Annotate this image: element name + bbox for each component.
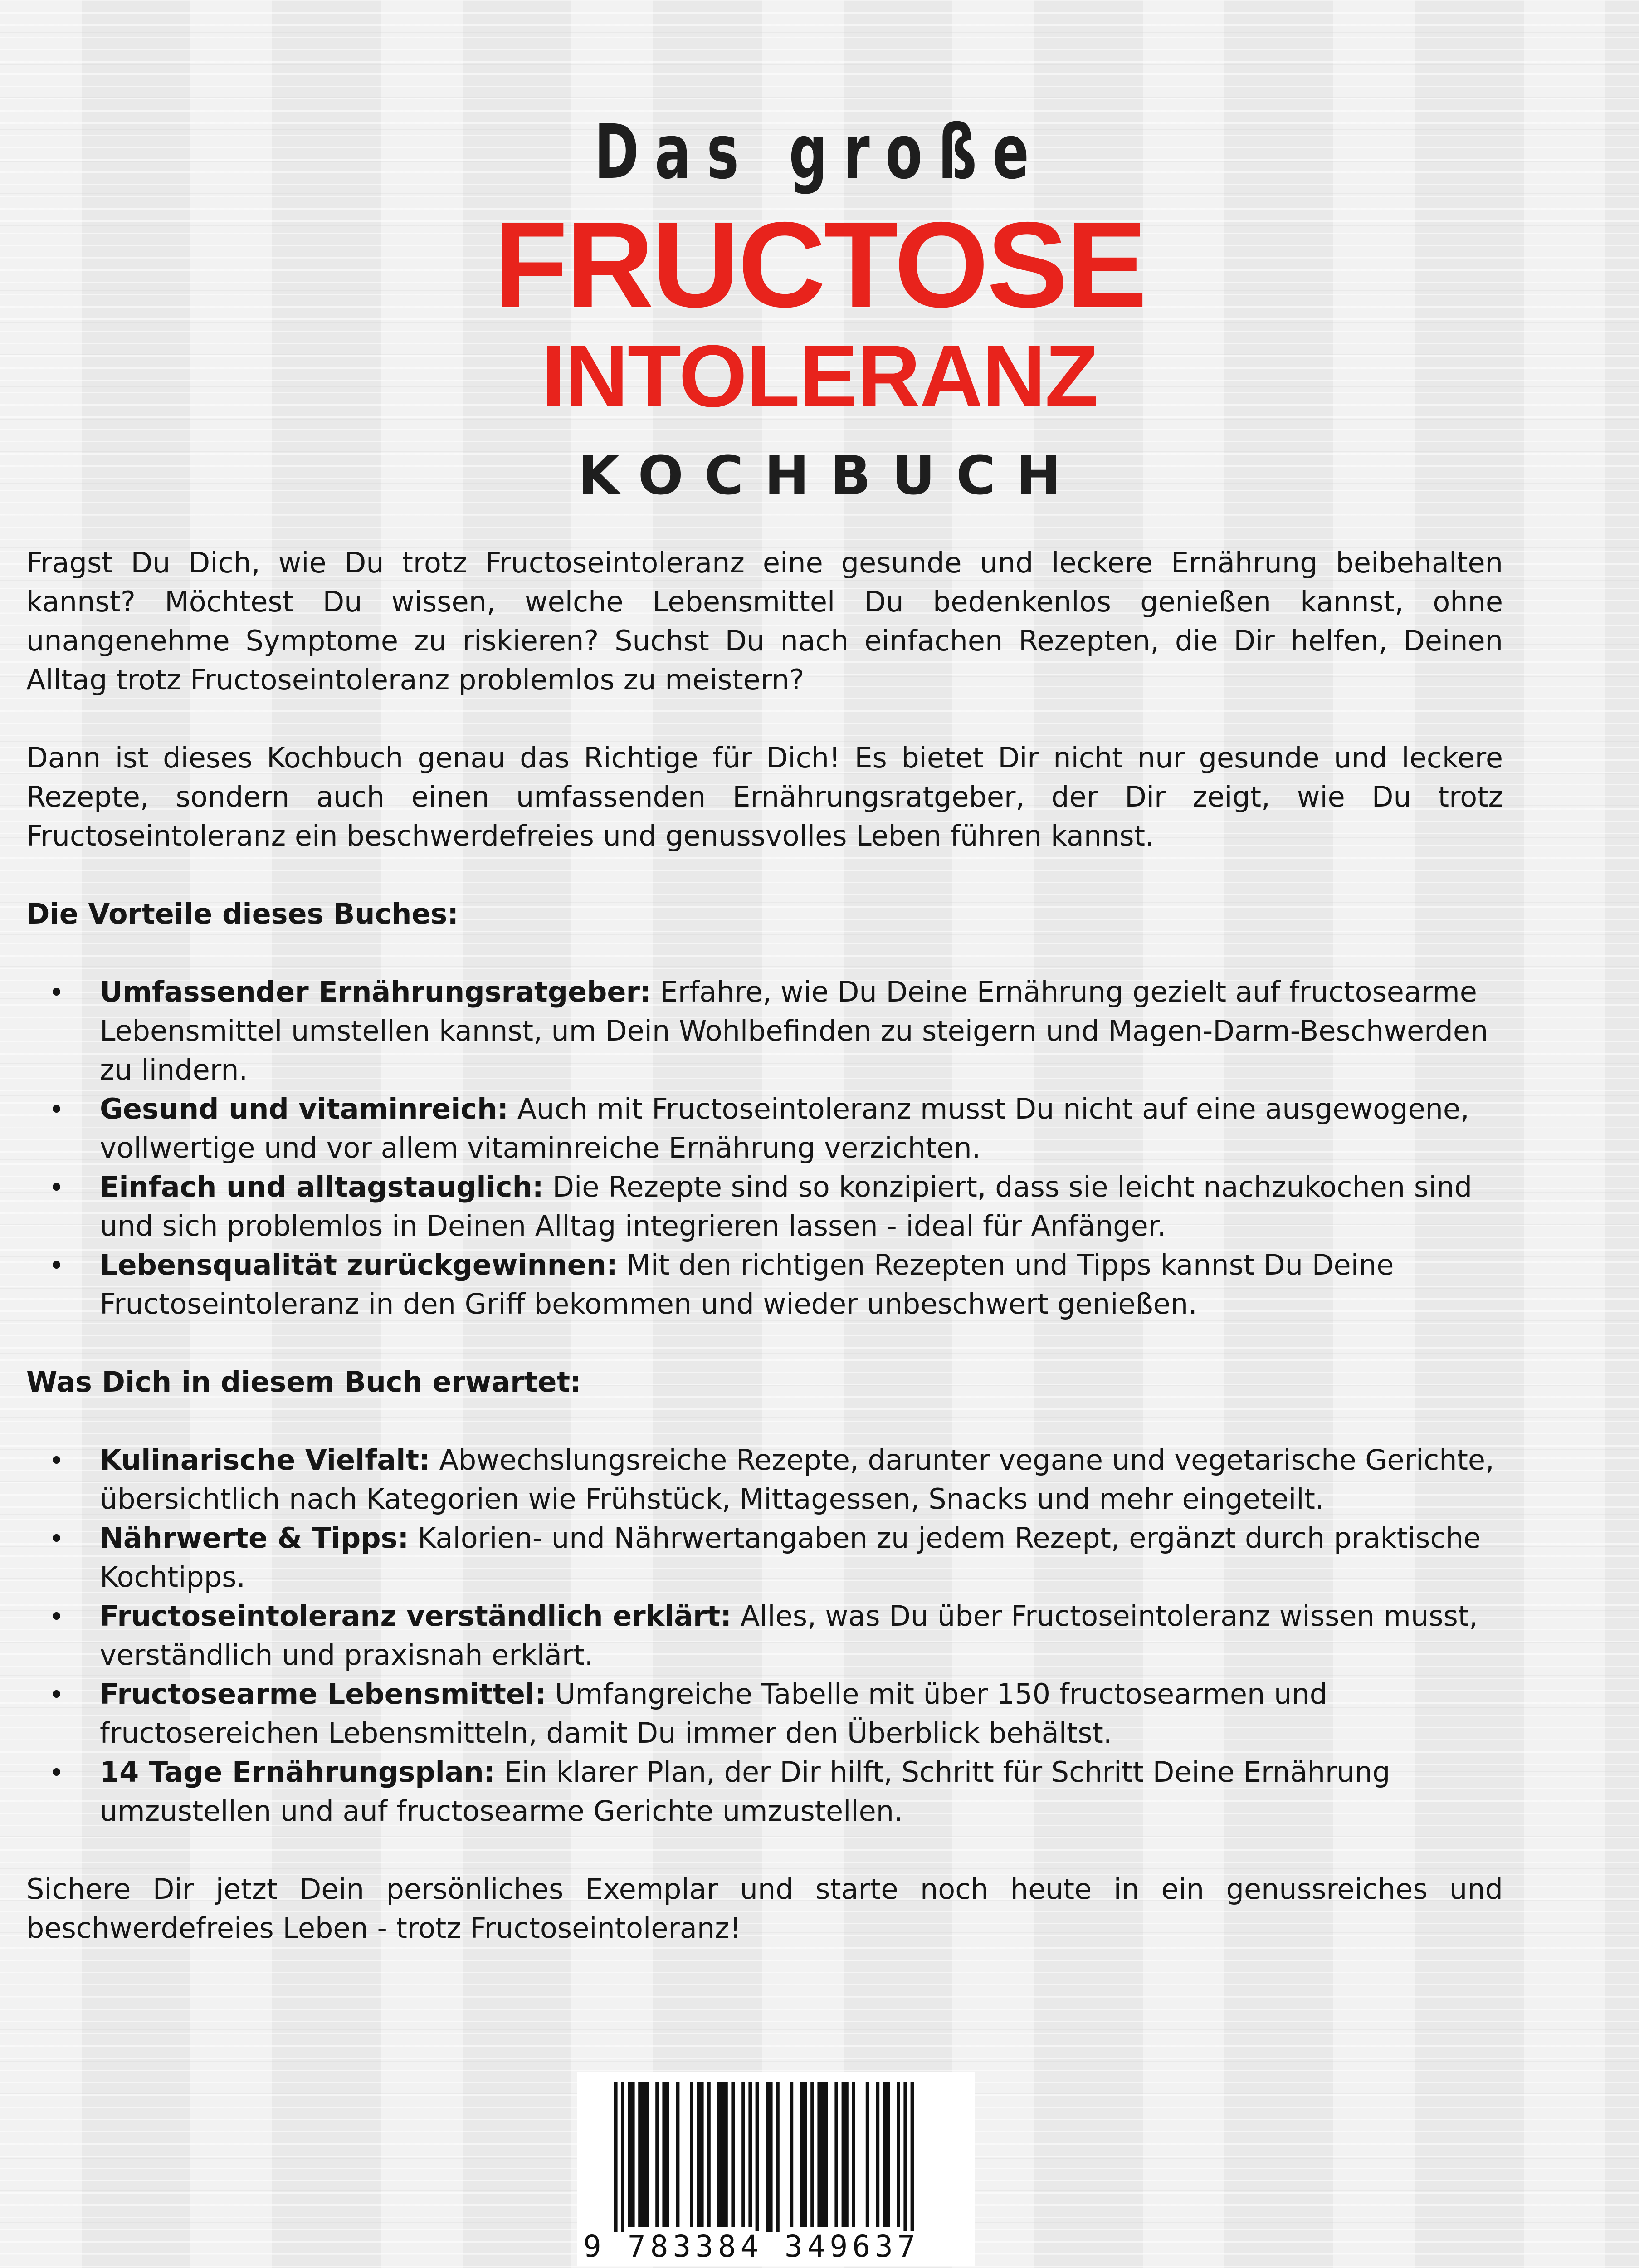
barcode-bar <box>756 2082 759 2232</box>
list-item <box>26 973 1503 1090</box>
barcode-bar <box>810 2082 814 2227</box>
closing-paragraph: Sichere Dir jetzt Dein persönliches Exemplar und starte noch heute in ein genussreiches und beschwerdefreies Leben - trotz Fructoseintoleranz! <box>26 1872 1503 1945</box>
title-line-intoleranz: INTOLERANZ <box>541 327 1098 425</box>
list-item <box>26 1246 1503 1324</box>
barcode-bar <box>866 2082 869 2227</box>
barcode-first-digit: 9 <box>583 2229 606 2264</box>
advantages-list <box>26 973 1503 1324</box>
barcode-bar <box>690 2082 693 2227</box>
list-item <box>26 1168 1503 1246</box>
barcode-bar <box>621 2082 624 2232</box>
barcode-bar <box>817 2082 828 2227</box>
barcode-bar <box>717 2082 728 2227</box>
isbn-barcode <box>577 2072 975 2266</box>
intro-paragraph-1: Fragst Du Dich, wie Du trotz Fructoseintoleranz eine gesunde und leckere Ernährung beibehalten kannst? Möchtest Du wissen, welche Lebensmittel Du bedenkenlos genießen kannst, ohne unangenehme Symptome zu riskieren? Suchst Du nach einfachen Rezepten, die Dir helfen, Deinen Alltag trotz Fructoseintoleranz problemlos zu meistern? <box>26 546 1503 696</box>
item-label: Nährwerte & Tipps: <box>100 1521 409 1554</box>
barcode-bar <box>883 2082 890 2227</box>
item-label: Umfassender Ernährungsratgeber: <box>100 975 651 1008</box>
barcode-bar <box>655 2082 659 2227</box>
barcode-bar <box>876 2082 880 2227</box>
item-label: Fructosearme Lebensmittel: <box>100 1677 546 1711</box>
item-text: Kalorien- und Nährwertangaben zu jedem Rezept, ergänzt durch praktische Kochtipps. <box>100 1521 1481 1593</box>
item-text: Erfahre, wie Du Deine Ernährung gezielt auf fructosearme Lebensmittel umstellen kannst, um Dein Wohlbefinden zu steigern und Magen-Darm-Beschwerden zu lindern. <box>100 975 1488 1086</box>
barcode-bar <box>628 2082 634 2227</box>
barcode-bar <box>842 2082 849 2227</box>
list-item <box>26 1441 1503 1519</box>
title-line-das-grosse: Das große <box>594 108 1045 196</box>
barcode-bar <box>676 2082 680 2227</box>
barcode-bar <box>776 2082 780 2232</box>
barcode-group-2: 349637 <box>785 2229 920 2264</box>
item-text: Mit den richtigen Rezepten und Tipps kannst Du Deine Fructoseintoleranz in den Griff bekommen und wieder unbeschwert genießen. <box>100 1248 1394 1320</box>
barcode-bar <box>741 2082 745 2227</box>
barcode-bar <box>911 2082 914 2232</box>
barcode-bar <box>748 2082 752 2227</box>
intro-paragraph-2: Dann ist dieses Kochbuch genau das Richtige für Dich! Es bietet Dir nicht nur gesunde und leckere Rezepte, sondern auch einen umfassenden Ernährungsratgeber, der Dir zeigt, wie Du trotz Fructoseintoleranz ein beschwerdefreies und genussvolles Leben führen kannst. <box>26 741 1503 852</box>
barcode-bar <box>766 2082 772 2232</box>
list-item <box>26 1753 1503 1831</box>
barcode-bar <box>707 2082 711 2227</box>
list-item <box>26 1675 1503 1753</box>
item-label: Lebensqualität zurückgewinnen: <box>100 1248 618 1281</box>
item-label: 14 Tage Ernährungsplan: <box>100 1755 495 1789</box>
item-text: Alles, was Du über Fructoseintoleranz wissen musst, verständlich und praxisnah erklärt. <box>100 1599 1478 1672</box>
title-line-kochbuch: KOCHBUCH <box>578 444 1082 507</box>
barcode-bar <box>697 2082 703 2227</box>
item-text: Ein klarer Plan, der Dir hilft, Schritt für Schritt Deine Ernährung umzustellen und auf fructosearme Gerichte umzustellen. <box>100 1755 1390 1828</box>
title-line-fructose: FRUCTOSE <box>493 196 1146 332</box>
item-label: Einfach und alltagstauglich: <box>100 1170 544 1203</box>
back-cover-text <box>26 543 1503 1948</box>
item-text: Abwechslungsreiche Rezepte, darunter vegane und vegetarische Gerichte, übersichtlich nach Kategorien wie Frühstück, Mittagessen, Snacks und mehr eingeteilt. <box>100 1443 1494 1515</box>
item-text: Auch mit Fructoseintoleranz musst Du nicht auf eine ausgewogene, vollwertige und vor allem vitaminreiche Ernährung verzichten. <box>100 1092 1469 1164</box>
barcode-bar <box>834 2082 838 2227</box>
item-label: Fructoseintoleranz verständlich erklärt: <box>100 1599 732 1633</box>
barcode-bar <box>638 2082 649 2227</box>
list-item <box>26 1090 1503 1168</box>
barcode-bar <box>614 2082 618 2232</box>
barcode-bar <box>852 2082 855 2227</box>
advantages-heading: Die Vorteile dieses Buches: <box>26 897 459 930</box>
item-label: Gesund und vitaminreich: <box>100 1092 509 1125</box>
barcode-bar <box>662 2082 669 2227</box>
barcode-bar <box>897 2082 900 2227</box>
barcode-group-1: 783384 <box>628 2229 763 2264</box>
list-item <box>26 1519 1503 1597</box>
contents-list <box>26 1441 1503 1831</box>
contents-heading: Was Dich in diesem Buch erwartet: <box>26 1365 581 1398</box>
barcode-bar <box>731 2082 735 2227</box>
item-text: Die Rezepte sind so konzipiert, dass sie leicht nachzukochen sind und sich problemlos in Deinen Alltag integrieren lassen - ideal für Anfänger. <box>100 1170 1473 1242</box>
book-title <box>0 109 1639 507</box>
barcode-bars <box>614 2082 938 2232</box>
list-item <box>26 1597 1503 1675</box>
barcode-bar <box>903 2082 907 2232</box>
barcode-bar <box>790 2082 794 2227</box>
barcode-bar <box>800 2082 807 2227</box>
item-text: Umfangreiche Tabelle mit über 150 fructosearmen und fructosereichen Lebensmitteln, damit Du immer den Überblick behältst. <box>100 1677 1327 1750</box>
item-label: Kulinarische Vielfalt: <box>100 1443 430 1476</box>
